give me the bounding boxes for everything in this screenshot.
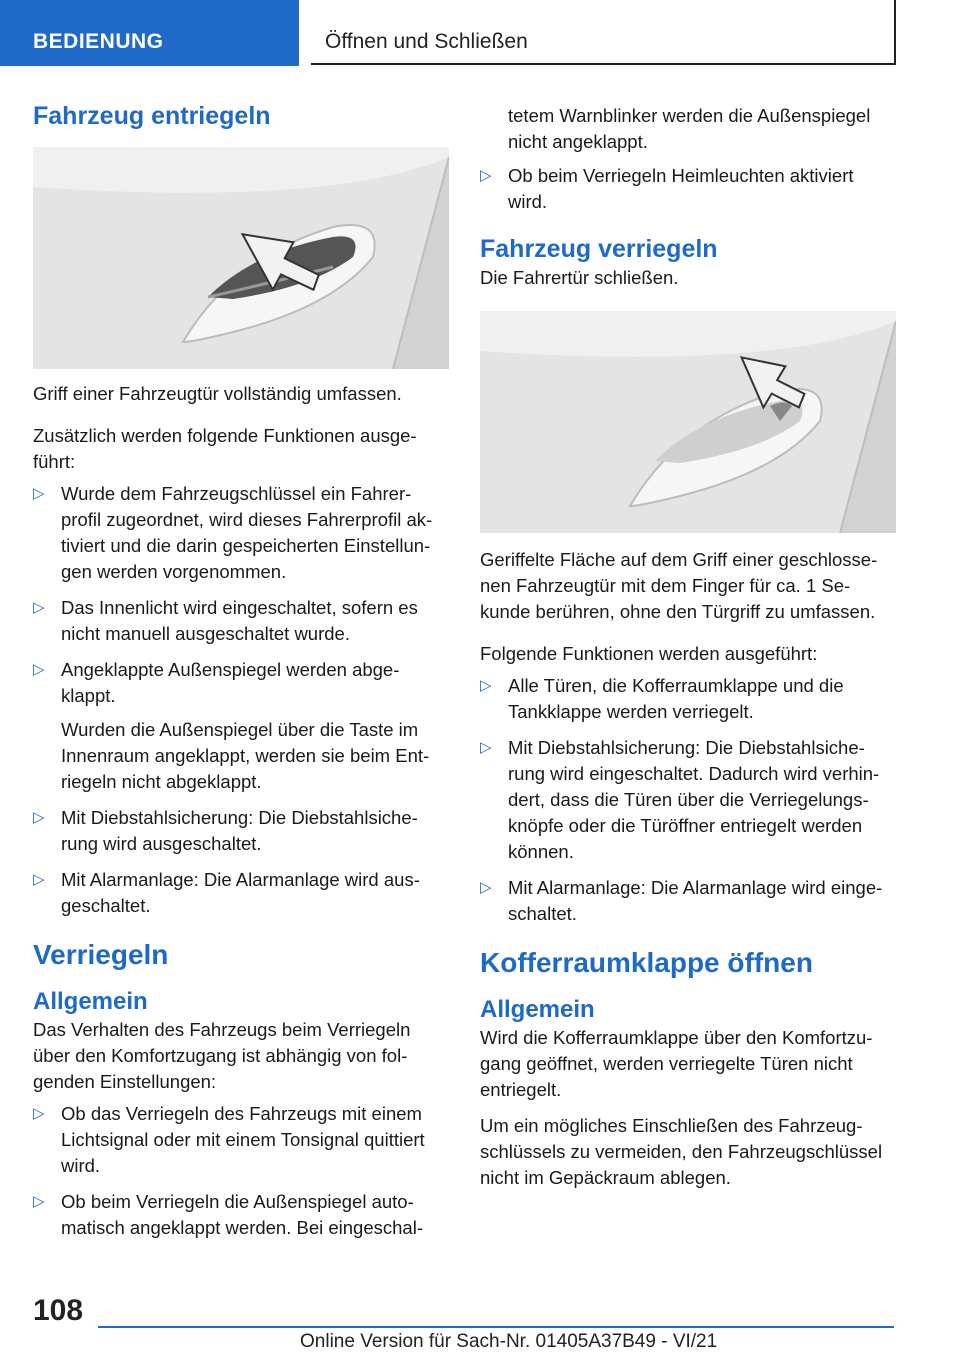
heading-general-trunk: Allgemein <box>480 996 595 1023</box>
triangle-right-icon: ▷ <box>33 485 45 502</box>
paragraph-following: Folgende Funktionen werden ausgeführt: <box>480 643 818 664</box>
heading-general: Allgemein <box>33 988 148 1015</box>
list-item: ▷ Wurde dem Fahrzeugschlüssel ein Fahrer-profil zugeordnet, wird dieses Fahrerprofil ak-tiviert und die darin gespeicherten Einstellun-gen werden vorgenommen. <box>33 483 433 582</box>
continued-text: tetem Warnblinker werden die Außenspiegel nicht angeklappt. <box>508 105 871 152</box>
footer-divider <box>98 1326 894 1328</box>
lock-settings-list-cont <box>480 163 896 215</box>
heading-lock: Verriegeln <box>33 939 169 970</box>
header-section-label: BEDIENUNG <box>33 30 164 53</box>
triangle-right-icon: ▷ <box>480 739 492 756</box>
paragraph-behavior: Das Verhalten des Fahrzeugs beim Verriegeln über den Komfortzugang ist abhängig von fol-genden Einstellungen: <box>33 1019 411 1092</box>
triangle-right-icon: ▷ <box>480 677 492 694</box>
triangle-right-icon: ▷ <box>33 599 45 616</box>
list-item-note: Wurden die Außenspiegel über die Taste im Innenraum angeklappt, werden sie beim Ent-riegeln nicht abgeklappt. <box>61 719 430 792</box>
door-handle-unlock-illustration <box>33 147 449 369</box>
paragraph-ribbed: Geriffelte Fläche auf dem Griff einer geschlosse-nen Fahrzeugtür mit dem Finger für ca. 1 Se-kunde berühren, ohne den Türgriff zu umfassen. <box>480 549 878 622</box>
triangle-right-icon: ▷ <box>33 661 45 678</box>
header-chapter-label: Öffnen und Schließen <box>325 30 528 53</box>
heading-trunk-open: Kofferraumklappe öffnen <box>480 947 813 978</box>
heading-lock-vehicle: Fahrzeug verriegeln <box>480 235 718 263</box>
list-item: ▷ Alle Türen, die Kofferraumklappe und die Tankklappe werden verriegelt. <box>480 675 844 722</box>
paragraph-grip: Griff einer Fahrzeugtür vollständig umfassen. <box>33 383 402 404</box>
list-item: ▷ Ob beim Verriegeln die Außenspiegel auto-matisch angeklappt werden. Bei eingeschal- <box>33 1191 423 1238</box>
right-column <box>480 103 896 1191</box>
list-item: ▷ Mit Alarmanlage: Die Alarmanlage wird aus-geschaltet. <box>33 869 420 916</box>
list-item: ▷ Mit Alarmanlage: Die Alarmanlage wird einge-schaltet. <box>480 877 883 924</box>
list-item: ▷ Mit Diebstahlsicherung: Die Diebstahlsiche-rung wird ausgeschaltet. <box>33 807 418 854</box>
triangle-right-icon: ▷ <box>33 809 45 826</box>
triangle-right-icon: ▷ <box>33 1105 45 1122</box>
footer-online-version: Online Version für Sach-Nr. 01405A37B49 - VI/21 <box>300 1331 718 1352</box>
lock-settings-list <box>33 1101 449 1241</box>
list-item: ▷ Ob das Verriegeln des Fahrzeugs mit einem Lichtsignal oder mit einem Tonsignal quittiert wird. <box>33 1103 425 1176</box>
list-item: ▷ Mit Diebstahlsicherung: Die Diebstahlsiche-rung wird eingeschaltet. Dadurch wird verhin-dert, dass die Türen über die Verriegelungs-knöpfe oder die Türöffner entriegelt werden können. <box>480 737 880 862</box>
header-section-tab <box>0 0 299 66</box>
list-item: ▷ Angeklappte Außenspiegel werden abge-klappt. Wurden die Außenspiegel über die Taste im Innenraum angeklappt, werden sie beim Ent-riegeln nicht abgeklappt. <box>33 657 449 795</box>
triangle-right-icon: ▷ <box>33 871 45 888</box>
unlock-function-list <box>33 481 449 919</box>
header-chapter-box <box>311 0 896 65</box>
lock-function-list <box>480 673 896 927</box>
paragraph-trunk-1: Wird die Kofferraumklappe über den Komfortzu-gang geöffnet, werden verriegelte Türen nicht entriegelt. <box>480 1027 873 1100</box>
triangle-right-icon: ▷ <box>33 1193 45 1210</box>
triangle-right-icon: ▷ <box>480 879 492 896</box>
left-column <box>33 100 449 1251</box>
triangle-right-icon: ▷ <box>480 167 492 184</box>
paragraph-trunk-2: Um ein mögliches Einschließen des Fahrzeug-schlüssels zu vermeiden, den Fahrzeugschlüssel nicht im Gepäckraum ablegen. <box>480 1115 883 1188</box>
door-handle-lock-illustration <box>480 311 896 533</box>
heading-unlock-vehicle: Fahrzeug entriegeln <box>33 102 271 130</box>
paragraph-close-door: Die Fahrertür schließen. <box>480 267 679 288</box>
list-item: ▷ Das Innenlicht wird eingeschaltet, sofern es nicht manuell ausgeschaltet wurde. <box>33 597 418 644</box>
list-item: ▷ Ob beim Verriegeln Heimleuchten aktiviert wird. <box>480 165 854 212</box>
paragraph-additional: Zusätzlich werden folgende Funktionen ausge-führt: <box>33 425 417 472</box>
page-number: 108 <box>33 1294 84 1327</box>
